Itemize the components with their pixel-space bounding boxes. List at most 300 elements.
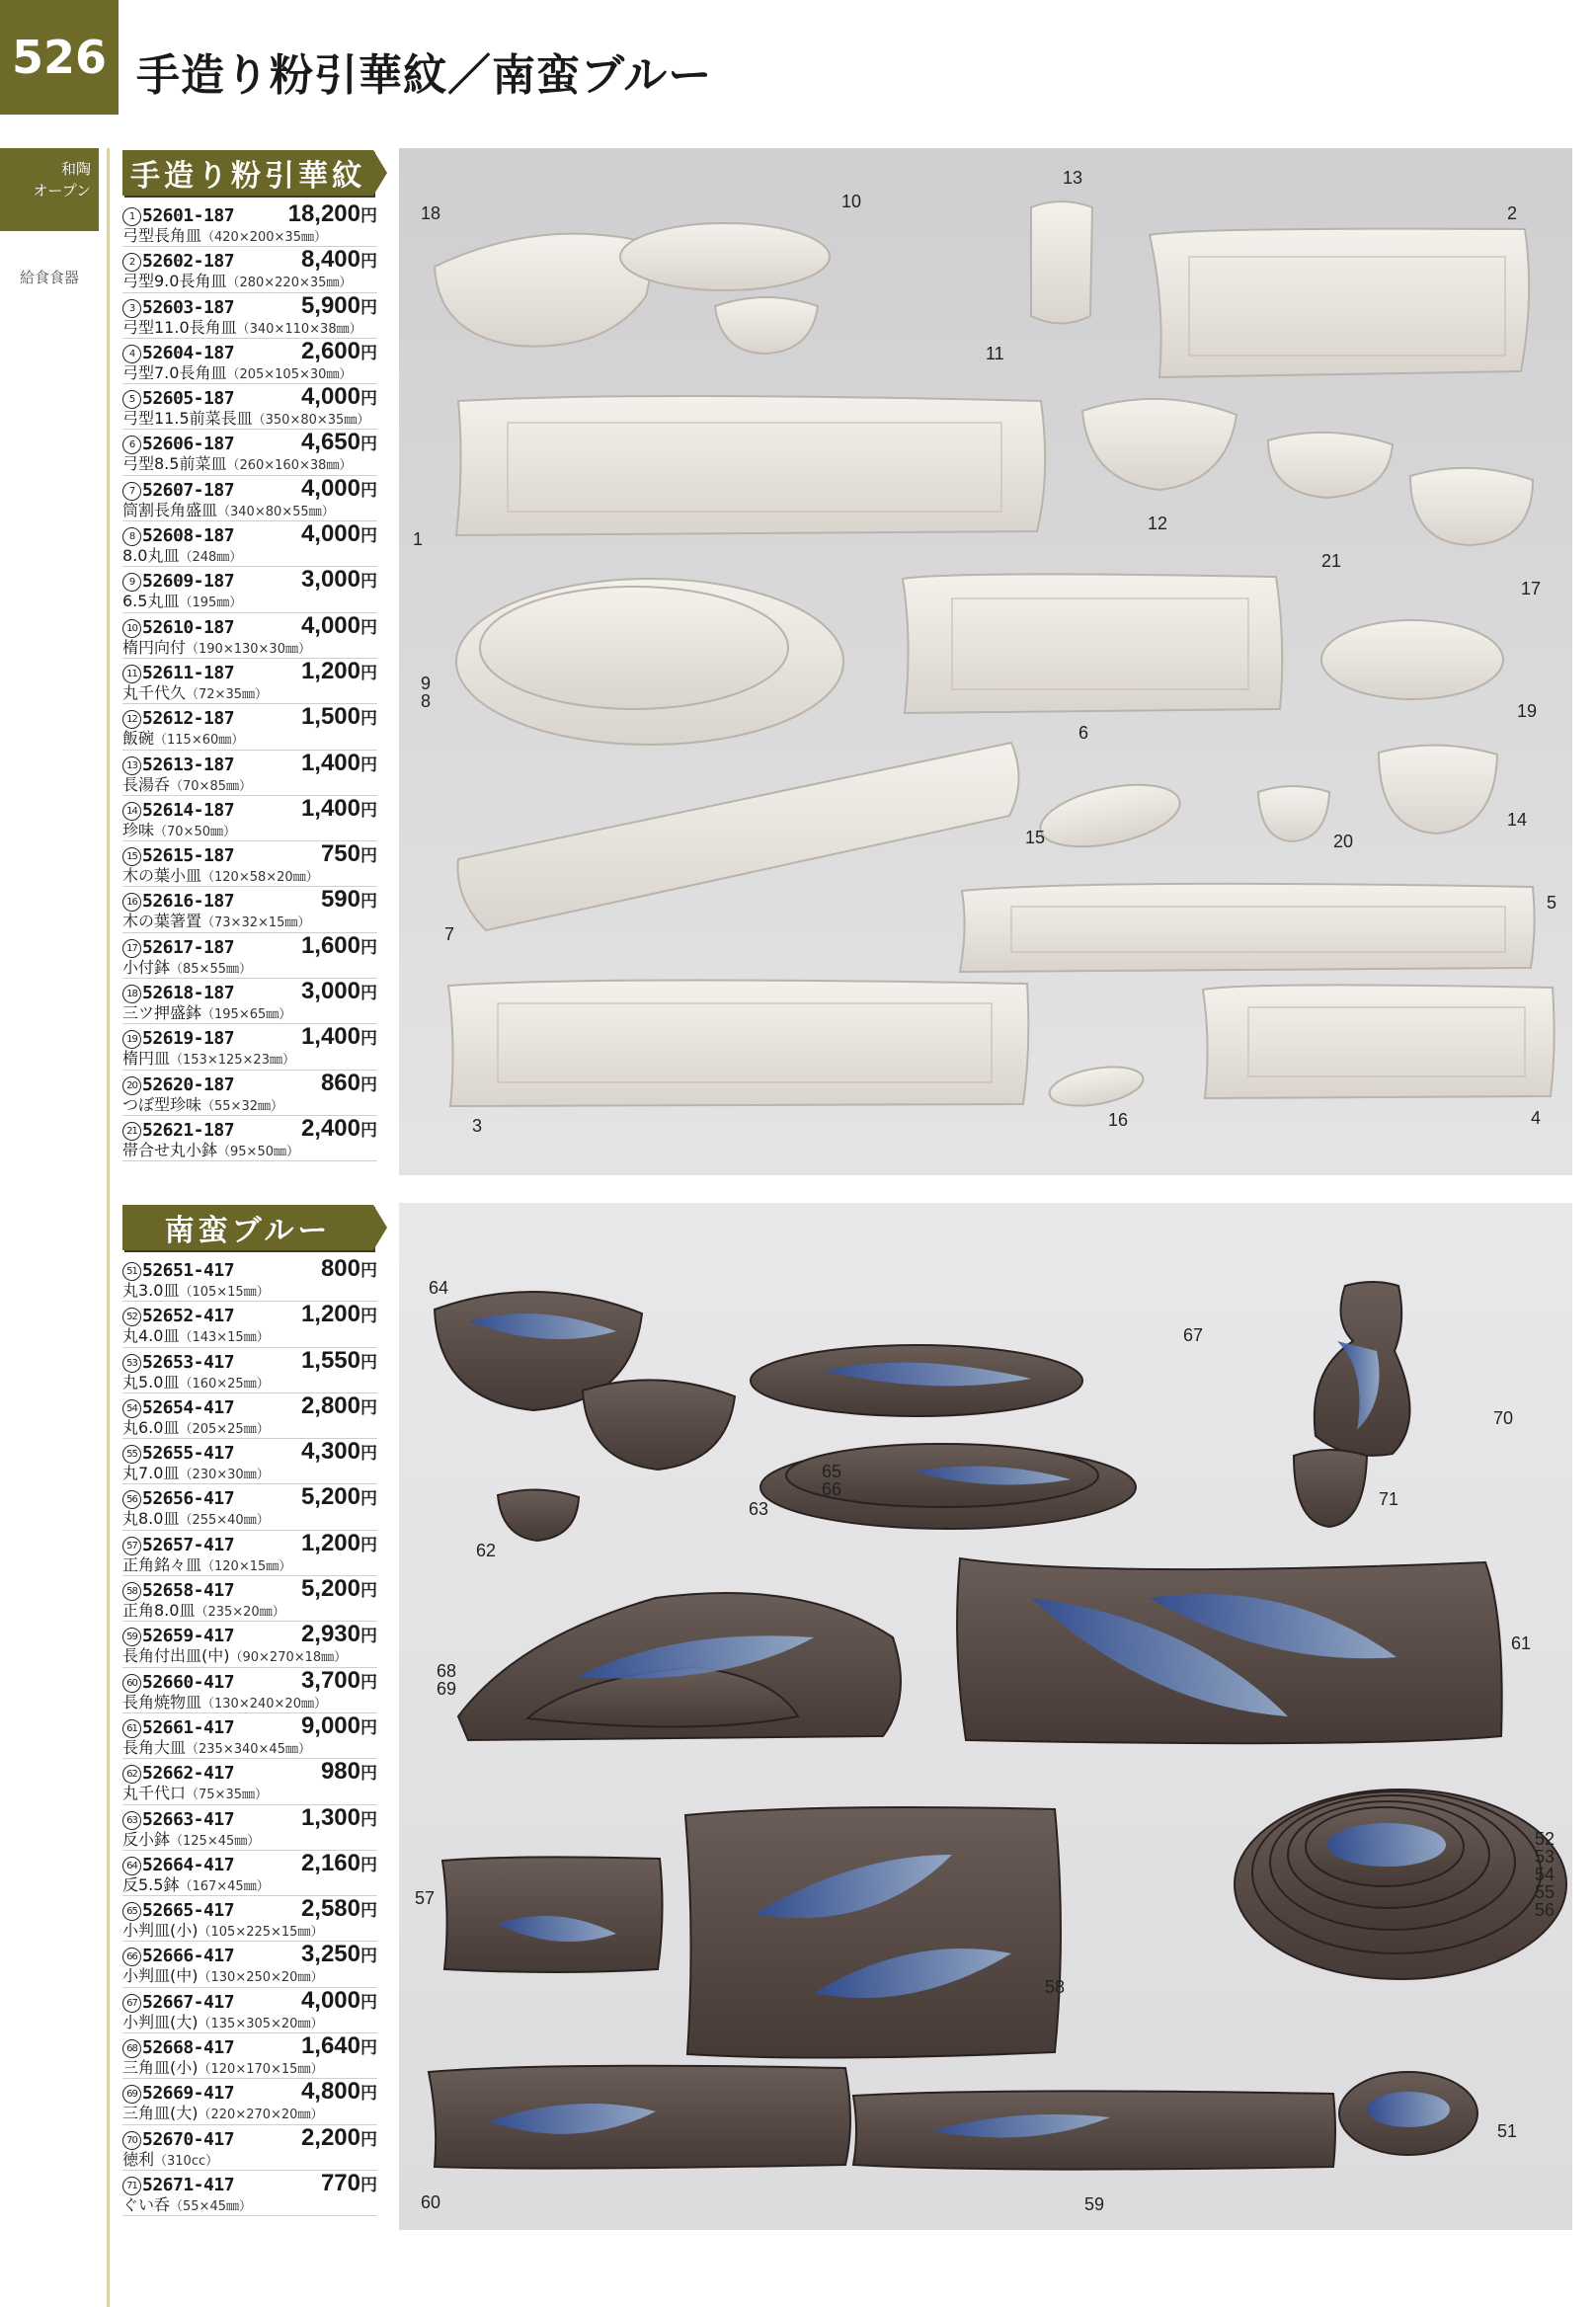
product-code: 52614-187 xyxy=(142,799,235,821)
product-desc xyxy=(122,226,377,246)
price-wrap xyxy=(301,2034,377,2060)
side-tab[interactable] xyxy=(0,148,99,231)
product-row xyxy=(122,1531,377,1576)
product-size: （167×45㎜） xyxy=(179,1878,270,1894)
product-size: （70×85㎜） xyxy=(170,778,252,794)
price-wrap xyxy=(300,1849,377,1877)
label-12: 12 xyxy=(1148,514,1168,533)
price: 3,700 xyxy=(300,1666,360,1694)
product-code-wrap xyxy=(122,1074,234,1097)
product-code-wrap xyxy=(122,296,234,320)
currency: 円 xyxy=(360,1074,377,1094)
product-name: 丸7.0皿 xyxy=(122,1464,180,1483)
price: 860 xyxy=(320,1069,360,1096)
currency: 円 xyxy=(360,892,377,912)
product-code: 52603-187 xyxy=(142,296,235,318)
label-66: 66 xyxy=(822,1479,842,1499)
product-code: 52664-417 xyxy=(142,1854,235,1875)
product-size: （72×35㎜） xyxy=(186,686,268,702)
product-desc xyxy=(122,2058,377,2078)
product-desc xyxy=(122,1049,377,1069)
currency: 円 xyxy=(360,755,377,774)
currency: 円 xyxy=(360,709,377,729)
item-number: 17 xyxy=(122,939,141,958)
product-row xyxy=(122,841,377,887)
product-size: （90×270×18㎜） xyxy=(229,1650,348,1666)
product-row xyxy=(122,1348,377,1393)
product-row xyxy=(122,659,377,704)
label-17: 17 xyxy=(1521,579,1542,598)
product-desc xyxy=(122,592,377,611)
product-size: （115×60㎜） xyxy=(154,733,245,749)
product-row xyxy=(122,1484,377,1530)
price: 2,580 xyxy=(300,1895,360,1923)
currency: 円 xyxy=(360,1717,377,1737)
price: 1,400 xyxy=(300,1023,360,1051)
product-code: 52651-417 xyxy=(142,1260,235,1281)
product-code-wrap xyxy=(122,1534,234,1557)
price-wrap xyxy=(300,1803,377,1832)
product-size: （340×80×55㎜） xyxy=(217,504,335,519)
product-photo-nanban xyxy=(399,1203,1572,2230)
product-code-wrap xyxy=(122,250,234,274)
product-size: （235×340×45㎜） xyxy=(186,1741,311,1757)
product-code: 52655-417 xyxy=(142,1443,235,1465)
product-row xyxy=(122,1988,377,2033)
price-wrap xyxy=(321,842,377,868)
section-banner-nanban: 南蛮ブルー xyxy=(122,1205,373,1250)
product-code-wrap xyxy=(122,982,234,1005)
product-code: 52671-417 xyxy=(142,2174,235,2195)
product-row xyxy=(122,339,377,384)
product-size: （195×65㎜） xyxy=(201,1007,292,1023)
price: 8,400 xyxy=(300,246,360,274)
product-row xyxy=(122,1668,377,1713)
product-code-wrap xyxy=(122,204,234,228)
product-code: 52670-417 xyxy=(142,2128,235,2150)
product-size: （280×220×35㎜） xyxy=(226,276,353,291)
price: 4,000 xyxy=(300,611,360,639)
label-18: 18 xyxy=(421,203,441,223)
product-desc xyxy=(122,1784,377,1803)
product-desc xyxy=(122,1601,377,1621)
price: 2,800 xyxy=(300,1392,360,1419)
product-code-wrap xyxy=(122,936,234,960)
label-60: 60 xyxy=(421,2192,441,2212)
product-code-wrap xyxy=(122,1671,234,1695)
item-number: 7 xyxy=(122,482,141,501)
product-size: （105×225×15㎜） xyxy=(198,1925,324,1941)
price: 18,200 xyxy=(287,200,360,227)
product-row xyxy=(122,704,377,750)
currency: 円 xyxy=(360,480,377,500)
price: 3,000 xyxy=(300,978,360,1005)
item-number: 51 xyxy=(122,1262,141,1281)
currency: 円 xyxy=(360,1901,377,1921)
currency: 円 xyxy=(360,572,377,592)
product-name: 長角焼物皿 xyxy=(122,1692,202,1711)
product-code-wrap xyxy=(122,342,234,365)
price-wrap xyxy=(300,1346,377,1375)
label-10: 10 xyxy=(841,192,862,211)
product-name: 反小鉢 xyxy=(122,1829,171,1849)
price-wrap xyxy=(301,1897,377,1923)
product-size: （85×55㎜） xyxy=(170,961,252,977)
price-wrap xyxy=(300,657,377,685)
product-name: 楕円皿 xyxy=(122,1049,171,1069)
product-name: 長湯呑 xyxy=(122,774,171,794)
price-wrap xyxy=(300,1666,377,1695)
product-name: 正角銘々皿 xyxy=(122,1554,202,1574)
product-row xyxy=(122,1805,377,1851)
price-wrap xyxy=(300,474,377,503)
currency: 円 xyxy=(360,1809,377,1829)
price-wrap xyxy=(300,931,377,960)
product-code-wrap xyxy=(122,2174,234,2197)
product-name: 丸8.0皿 xyxy=(122,1509,180,1529)
product-desc xyxy=(122,1281,377,1301)
currency: 円 xyxy=(360,1855,377,1874)
product-code-wrap xyxy=(122,1305,234,1328)
product-name: 三ツ押盛鉢 xyxy=(122,1003,202,1023)
item-number: 54 xyxy=(122,1399,141,1418)
product-desc xyxy=(122,363,377,383)
product-code: 52613-187 xyxy=(142,754,235,775)
label-51: 51 xyxy=(1497,2121,1518,2141)
currency: 円 xyxy=(360,1581,377,1601)
label-21: 21 xyxy=(1321,551,1342,571)
product-row xyxy=(122,1622,377,1667)
price-wrap xyxy=(300,1529,377,1557)
currency: 円 xyxy=(360,1489,377,1509)
product-name: 丸3.0皿 xyxy=(122,1281,180,1300)
price-wrap xyxy=(288,202,377,228)
price: 1,500 xyxy=(300,703,360,731)
price-wrap xyxy=(301,248,377,274)
product-name: 丸6.0皿 xyxy=(122,1417,180,1437)
product-code-wrap xyxy=(122,662,234,685)
price: 5,200 xyxy=(300,1575,360,1603)
product-row xyxy=(122,887,377,932)
product-code: 52621-187 xyxy=(142,1119,235,1141)
label-15: 15 xyxy=(1025,828,1046,847)
label-64: 64 xyxy=(429,1278,449,1298)
product-row xyxy=(122,2079,377,2124)
product-code: 52615-187 xyxy=(142,845,235,867)
price: 2,200 xyxy=(300,2123,360,2151)
item-number: 14 xyxy=(122,802,141,821)
item-number: 4 xyxy=(122,345,141,363)
product-size: （190×130×30㎜） xyxy=(186,641,311,657)
currency: 円 xyxy=(360,1535,377,1554)
product-name: 弓型8.5前菜皿 xyxy=(122,454,227,474)
label-8: 8 xyxy=(421,691,432,711)
product-name: 飯碗 xyxy=(122,729,155,749)
product-code: 52665-417 xyxy=(142,1900,235,1922)
label-2: 2 xyxy=(1507,203,1518,223)
price-wrap xyxy=(301,431,377,456)
product-name: 丸千代口 xyxy=(122,1784,187,1803)
currency: 円 xyxy=(360,1307,377,1326)
price-wrap xyxy=(301,1394,377,1420)
price-wrap xyxy=(300,337,377,365)
price: 4,000 xyxy=(300,474,360,502)
product-code-wrap xyxy=(122,1808,234,1832)
label-62: 62 xyxy=(476,1541,497,1560)
item-number: 65 xyxy=(122,1902,141,1921)
product-size: （220×270×20㎜） xyxy=(198,2108,324,2123)
product-size: （350×80×35㎜） xyxy=(252,413,370,429)
label-61: 61 xyxy=(1511,1633,1532,1653)
product-row xyxy=(122,1576,377,1622)
currency: 円 xyxy=(360,526,377,546)
product-code: 52663-417 xyxy=(142,1808,235,1830)
product-code: 52606-187 xyxy=(142,434,235,455)
product-code: 52618-187 xyxy=(142,983,235,1004)
product-desc xyxy=(122,638,377,658)
item-number: 56 xyxy=(122,1490,141,1509)
price-wrap xyxy=(300,794,377,823)
product-row xyxy=(122,2125,377,2171)
product-code: 52605-187 xyxy=(142,388,235,410)
product-row xyxy=(122,1713,377,1759)
product-name: つぼ型珍味 xyxy=(122,1094,202,1114)
product-name: 木の葉箸置 xyxy=(122,912,202,931)
product-row xyxy=(122,1851,377,1896)
currency: 円 xyxy=(360,1764,377,1784)
product-code: 52657-417 xyxy=(142,1534,235,1555)
price: 1,550 xyxy=(300,1346,360,1374)
product-code-wrap xyxy=(122,2036,234,2060)
product-desc xyxy=(122,1418,377,1438)
product-code: 52601-187 xyxy=(142,205,235,226)
price: 4,000 xyxy=(300,520,360,548)
page-title: 手造り粉引華紋／南蛮ブルー xyxy=(136,50,713,101)
product-size: （160×25㎜） xyxy=(179,1376,270,1392)
product-name: 弓型長角皿 xyxy=(122,226,202,245)
price: 5,200 xyxy=(300,1483,360,1511)
product-desc xyxy=(122,318,377,338)
product-code: 52658-417 xyxy=(142,1580,235,1602)
label-1: 1 xyxy=(413,529,424,549)
item-number: 68 xyxy=(122,2039,141,2058)
product-size: （105×15㎜） xyxy=(179,1285,270,1300)
product-size: （260×160×38㎜） xyxy=(226,458,353,474)
item-number: 12 xyxy=(122,710,141,729)
price: 1,200 xyxy=(300,1529,360,1556)
label-58: 58 xyxy=(1045,1977,1066,1997)
product-size: （130×240×20㎜） xyxy=(201,1696,327,1711)
product-code: 52669-417 xyxy=(142,2083,235,2105)
item-number: 13 xyxy=(122,756,141,775)
product-row xyxy=(122,1759,377,1804)
product-code-wrap xyxy=(122,570,234,594)
label-13: 13 xyxy=(1063,168,1083,188)
product-desc xyxy=(122,1921,377,1941)
item-number: 10 xyxy=(122,619,141,638)
product-row xyxy=(122,521,377,567)
product-code: 52612-187 xyxy=(142,708,235,730)
price: 1,600 xyxy=(300,931,360,959)
product-row xyxy=(122,1439,377,1484)
side-subcategory[interactable]: 給食食器 xyxy=(19,269,79,286)
product-code: 52610-187 xyxy=(142,616,235,638)
item-number: 57 xyxy=(122,1537,141,1555)
currency: 円 xyxy=(360,617,377,637)
price-wrap xyxy=(321,1760,377,1786)
product-size: （195㎜） xyxy=(179,596,243,611)
price: 750 xyxy=(320,840,360,868)
product-size: （95×50㎜） xyxy=(217,1144,299,1159)
product-code: 52617-187 xyxy=(142,936,235,958)
product-row xyxy=(122,247,377,292)
product-size: （310cc） xyxy=(154,2153,219,2169)
product-row xyxy=(122,201,377,247)
price: 980 xyxy=(320,1758,360,1786)
label-69: 69 xyxy=(437,1679,457,1699)
item-number: 3 xyxy=(122,299,141,318)
product-name: 三角皿(大) xyxy=(122,2104,199,2123)
product-desc xyxy=(122,1464,377,1483)
product-name: 弓型9.0長角皿 xyxy=(122,272,227,291)
product-name: 珍味 xyxy=(122,820,155,839)
price-wrap xyxy=(301,1025,377,1051)
price: 770 xyxy=(320,2169,360,2196)
currency: 円 xyxy=(360,1352,377,1372)
product-row xyxy=(122,1896,377,1942)
price: 1,400 xyxy=(300,794,360,822)
product-size: （75×35㎜） xyxy=(186,1788,268,1803)
price-wrap xyxy=(300,1114,377,1143)
item-number: 19 xyxy=(122,1030,141,1049)
product-code-wrap xyxy=(122,433,234,456)
product-row xyxy=(122,751,377,796)
currency: 円 xyxy=(360,1627,377,1646)
currency: 円 xyxy=(360,435,377,454)
product-name: ぐい呑 xyxy=(122,2194,171,2214)
product-row xyxy=(122,1024,377,1070)
product-code-wrap xyxy=(122,1945,234,1968)
price-wrap xyxy=(301,1577,377,1603)
product-row xyxy=(122,1393,377,1439)
product-photo-kohiki xyxy=(399,148,1572,1175)
product-code-wrap xyxy=(122,2128,234,2152)
product-code-wrap xyxy=(122,1991,234,2015)
product-code: 52654-417 xyxy=(142,1396,235,1418)
product-desc xyxy=(122,272,377,291)
price-wrap xyxy=(321,888,377,914)
label-52: 52 xyxy=(1535,1829,1556,1849)
product-size: （143×15㎜） xyxy=(179,1330,270,1346)
product-code: 52666-417 xyxy=(142,1946,235,1967)
product-code-wrap xyxy=(122,2082,234,2106)
product-code-wrap xyxy=(122,1259,234,1283)
label-16: 16 xyxy=(1108,1110,1129,1130)
currency: 円 xyxy=(360,389,377,409)
price-wrap xyxy=(301,980,377,1005)
item-number: 15 xyxy=(122,847,141,866)
product-code: 52609-187 xyxy=(142,571,235,593)
item-number: 5 xyxy=(122,390,141,409)
price: 1,200 xyxy=(300,657,360,684)
product-row xyxy=(122,979,377,1024)
price-wrap xyxy=(301,2080,377,2106)
item-number: 2 xyxy=(122,253,141,272)
price-wrap xyxy=(320,2169,377,2197)
item-number: 11 xyxy=(122,665,141,683)
product-code: 52653-417 xyxy=(142,1351,235,1373)
product-name: 長角大皿 xyxy=(122,1737,187,1757)
label-70: 70 xyxy=(1493,1408,1514,1428)
product-code-wrap xyxy=(122,754,234,777)
product-size: （340×110×38㎜） xyxy=(236,321,362,337)
product-code: 52660-417 xyxy=(142,1671,235,1693)
product-size: （70×50㎜） xyxy=(154,824,236,839)
label-14: 14 xyxy=(1507,810,1528,830)
product-desc xyxy=(122,1830,377,1850)
product-desc xyxy=(122,1738,377,1758)
currency: 円 xyxy=(360,846,377,866)
label-57: 57 xyxy=(415,1888,436,1908)
item-number: 21 xyxy=(122,1122,141,1141)
product-name: 小付鉢 xyxy=(122,957,171,977)
product-size: （420×200×35㎜） xyxy=(201,230,327,245)
label-54: 54 xyxy=(1535,1865,1556,1884)
product-row xyxy=(122,1942,377,1987)
product-code-wrap xyxy=(122,1716,234,1740)
product-size: （153×125×23㎜） xyxy=(170,1053,295,1069)
price: 4,300 xyxy=(300,1438,360,1466)
product-code: 52620-187 xyxy=(142,1074,235,1095)
product-size: （55×32㎜） xyxy=(201,1098,283,1114)
price-wrap xyxy=(321,1257,377,1283)
product-desc xyxy=(122,2013,377,2032)
product-name: 弓型11.5前菜長皿 xyxy=(122,409,253,429)
product-code-wrap xyxy=(122,890,234,914)
currency: 円 xyxy=(360,252,377,272)
currency: 円 xyxy=(360,1120,377,1140)
product-desc xyxy=(122,1646,377,1666)
currency: 円 xyxy=(360,937,377,957)
section-banner-kohiki: 手造り粉引華紋 xyxy=(122,150,373,196)
currency: 円 xyxy=(360,1947,377,1966)
product-size: （255×40㎜） xyxy=(179,1513,270,1529)
item-number: 67 xyxy=(122,1994,141,2013)
product-code: 52667-417 xyxy=(142,1991,235,2013)
product-desc xyxy=(122,821,377,840)
product-desc xyxy=(122,1095,377,1115)
product-row xyxy=(122,796,377,841)
product-desc xyxy=(122,866,377,886)
label-4: 4 xyxy=(1531,1108,1542,1128)
product-code: 52652-417 xyxy=(142,1306,235,1327)
product-size: （120×170×15㎜） xyxy=(198,2062,324,2078)
currency: 円 xyxy=(360,984,377,1003)
product-row xyxy=(122,1256,377,1302)
product-code-wrap xyxy=(122,1854,234,1877)
product-code: 52607-187 xyxy=(142,479,235,501)
product-row xyxy=(122,476,377,521)
product-code: 52659-417 xyxy=(142,1626,235,1647)
price: 4,000 xyxy=(300,383,360,411)
product-code: 52662-417 xyxy=(142,1763,235,1785)
currency: 円 xyxy=(360,1672,377,1692)
product-desc xyxy=(122,1875,377,1895)
product-desc xyxy=(122,683,377,703)
product-code-wrap xyxy=(122,524,234,548)
product-name: 正角8.0皿 xyxy=(122,1601,196,1621)
price: 800 xyxy=(320,1255,360,1282)
